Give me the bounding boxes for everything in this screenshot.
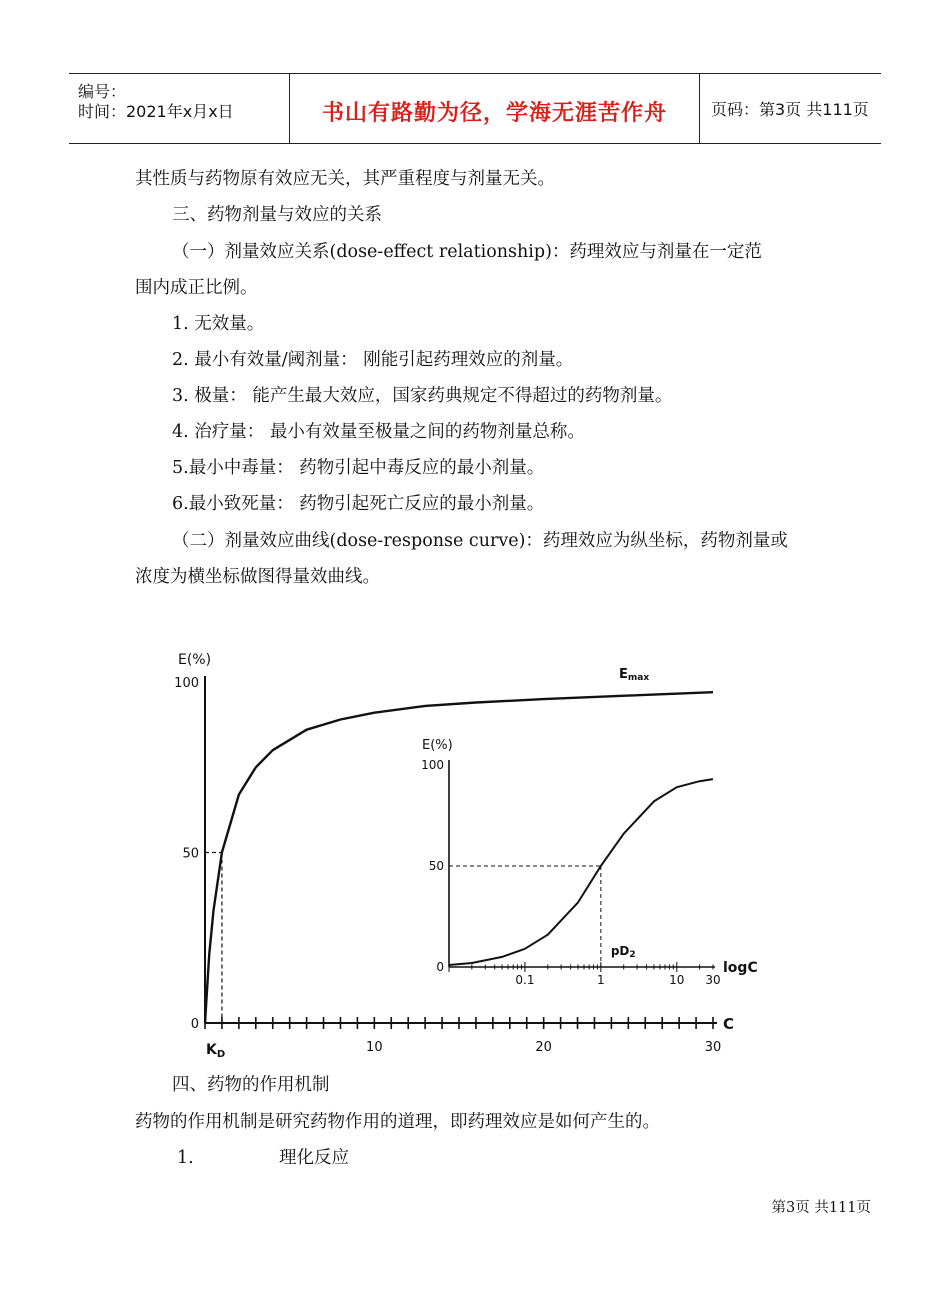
list-item-3: 3. 极量： 能产生最大效应，国家药典规定不得超过的药物剂量。 [172, 386, 673, 406]
list-item-1: 1. 无效量。 [172, 314, 265, 334]
x-tick-label: 10 [366, 1040, 383, 1055]
subsection-1-line-2: 围内成正比例。 [135, 278, 258, 298]
y-axis-label: E(%) [178, 652, 212, 668]
chart-dose-effect [174, 652, 734, 1060]
inset-y-axis-label: E(%) [422, 738, 453, 753]
list-item-6: 6.最小致死量： 药物引起死亡反应的最小剂量。 [172, 494, 545, 514]
header-meta-cell [69, 74, 290, 143]
inset-series-line [449, 779, 713, 965]
list-item-4: 4. 治疗量： 最小有效量至极量之间的药物剂量总称。 [172, 422, 585, 442]
document-header [69, 73, 881, 144]
list-item-text: 理化反应 [279, 1148, 349, 1168]
subsection-2-line-2: 浓度为横坐标做图得量效曲线。 [135, 567, 380, 587]
dose-response-figure [172, 640, 772, 1060]
series-line [205, 692, 713, 1023]
y-tick-label: 0 [190, 1017, 199, 1032]
x-tick-label: 20 [535, 1040, 552, 1055]
motto-text: 书山有路勤为径，学海无涯苦作舟 [321, 100, 667, 126]
annotation-kd: $K_D$ [206, 1042, 226, 1060]
section-4-title: 四、药物的作用机制 [172, 1075, 330, 1095]
annotation-pd2: pD2 [610, 944, 636, 960]
header-page-cell [700, 74, 881, 143]
subsection-1-line-1: （一）剂量效应关系(dose-effect relationship)：药理效应与剂量在一定范 [172, 242, 762, 262]
page-footer: 第3页 共111页 [771, 1200, 871, 1216]
subsection-2-line-1: （二）剂量效应曲线(dose-response curve)：药理效应为纵坐标，药物剂量或 [172, 531, 788, 551]
header-motto-cell [290, 74, 700, 143]
list-item-2: 2. 最小有效量/阈剂量： 刚能引起药理效应的剂量。 [172, 350, 574, 370]
inset-y-tick-label: 50 [428, 859, 444, 873]
time-label: 时间：2021年x月x日 [78, 102, 234, 121]
inset-x-tick-label: 10 [669, 973, 685, 987]
inset-y-tick-label: 100 [421, 758, 444, 772]
y-tick-label: 50 [182, 846, 199, 862]
inset-x-axis-label: logC [723, 960, 758, 976]
number-label: 编号： [78, 82, 127, 101]
section-4-text: 药物的作用机制是研究药物作用的道理，即药理效应是如何产生的。 [135, 1112, 660, 1132]
section-3-title: 三、药物剂量与效应的关系 [172, 205, 382, 225]
y-tick-label: 100 [174, 676, 199, 691]
list-item-5: 5.最小中毒量： 药物引起中毒反应的最小剂量。 [172, 458, 545, 478]
x-tick-label: 30 [704, 1040, 722, 1055]
page-label: 页码：第3页 共111页 [711, 100, 869, 119]
inset-y-tick-label: 0 [436, 960, 444, 974]
inset-x-tick-label: 0.1 [515, 973, 535, 987]
paragraph-line: 其性质与药物原有效应无关，其严重程度与剂量无关。 [135, 169, 555, 189]
inset-x-tick-label: 30 [705, 973, 721, 987]
list-item-number: 1. [177, 1148, 194, 1168]
annotation-emax: Emax [619, 667, 650, 683]
inset-x-tick-label: 1 [597, 973, 605, 987]
chart-log-dose-effect [421, 738, 758, 987]
x-axis-label: C [723, 1015, 735, 1033]
